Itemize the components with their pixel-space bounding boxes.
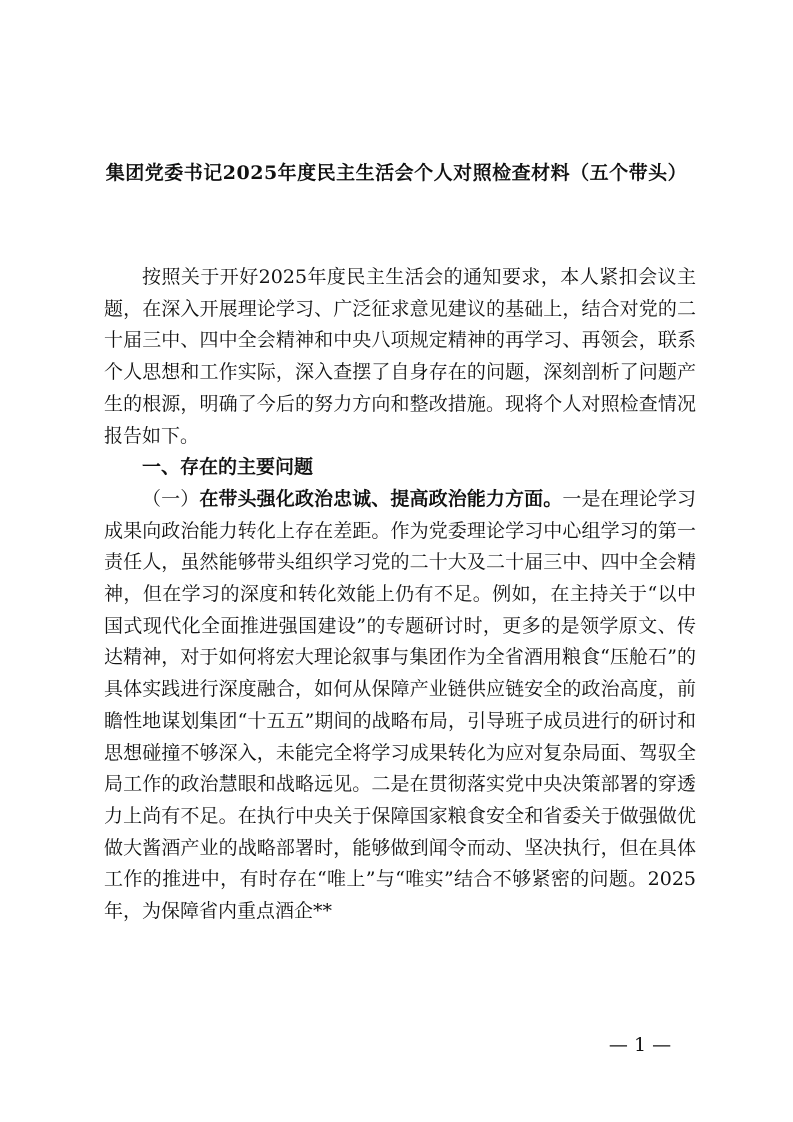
page-number: — 1 — (608, 1034, 672, 1056)
document-title: 集团党委书记2025年度民主生活会个人对照检查材料（五个带头） (105, 162, 688, 184)
subsection-body: 一是在理论学习成果向政治能力转化上存在差距。作为党委理论学习中心组学习的第一责任人，虽然能够带头组织学习党的二十大及二十届三中、四中全会精神，但在学习的深度和转化效能上仍有不足。例如，在主持关于“以中国式现代化全面推进强国建设”的专题研讨时，更多的是领学原文、传达精神，对于如何将宏大理论叙事与集团作为全省酒用粮食“压舱石”的具体实践进行深度融合，如何从保障产业链供应链安全的政治高度，前瞻性地谋划集团“十五五”期间的战略布局，引导班子成员进行的研讨和思想碰撞不够深入，未能完全将学习成果转化为应对复杂局面、驾驭全局工作的政治慧眼和战略远见。二是在贯彻落实党中央决策部署的穿透力上尚有不足。在执行中央关于保障国家粮食安全和省委关于做强做优做大酱酒产业的战略部署时，能够做到闻令而动、坚决执行，但在具体工作的推进中，有时存在“唯上”与“唯实”结合不够紧密的问题。2025年，为保障省内重点酒企** (104, 487, 696, 923)
document-body (104, 262, 696, 928)
intro-paragraph: 按照关于开好2025年度民主生活会的通知要求，本人紧扣会议主题，在深入开展理论学习、广泛征求意见建议的基础上，结合对党的二十届三中、四中全会精神和中央八项规定精神的再学习、再领会，联系个人思想和工作实际，深入查摆了自身存在的问题，深刻剖析了问题产生的根源，明确了今后的努力方向和整改措施。现将个人对照检查情况报告如下。 (104, 266, 696, 447)
subsection-number: （一） (142, 487, 200, 510)
section-heading: 一、存在的主要问题 (142, 456, 314, 479)
subsection-paragraph (104, 484, 696, 928)
subsection-heading: 在带头强化政治忠诚、提高政治能力方面。 (199, 487, 563, 510)
